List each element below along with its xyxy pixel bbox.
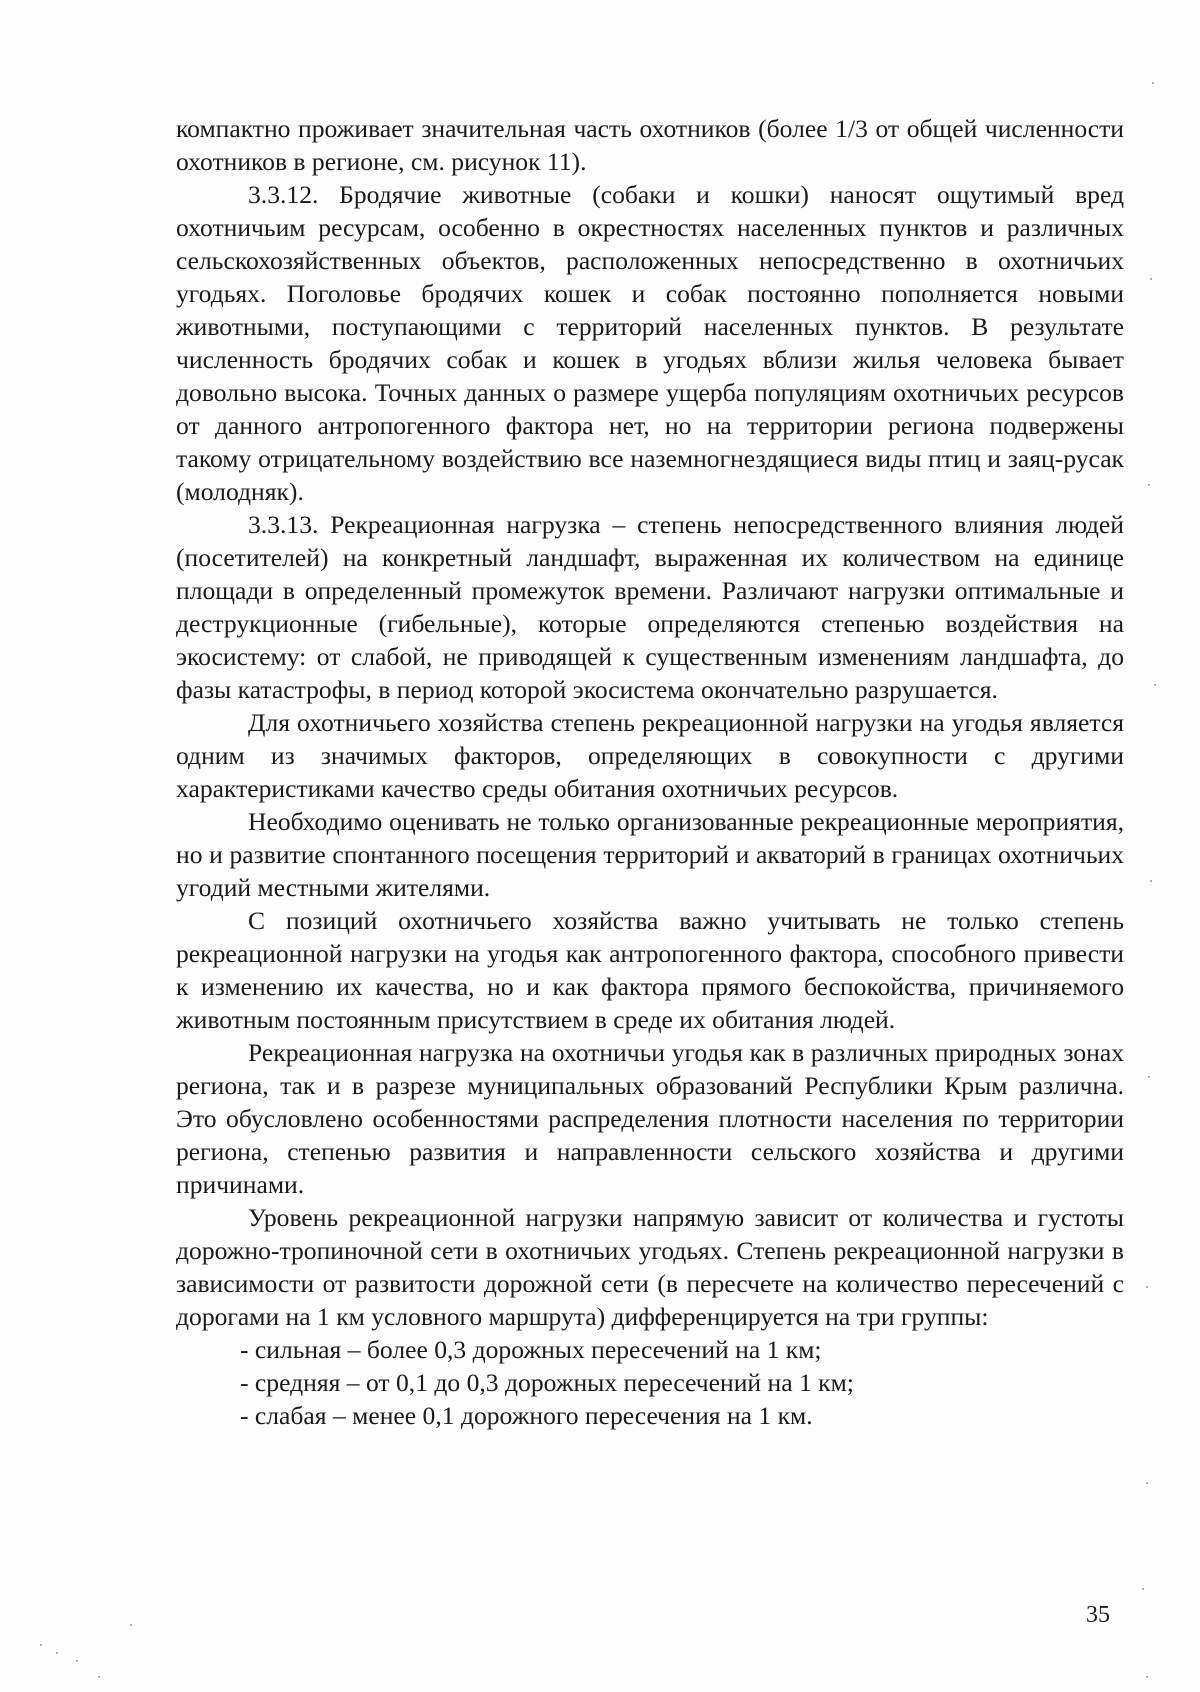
scan-speck	[1146, 1286, 1148, 1288]
scan-speck	[1148, 484, 1150, 486]
scan-speck	[1150, 278, 1152, 280]
paragraph-recreational-load-definition: 3.3.13. Рекреационная нагрузка – степень непосредственного влияния людей (посетителей) на конкретный ландшафт, выраженная их количеством на единице площади в определенный промежуток времени. Различают нагрузки оптимальные и деструкционные (гибельные), которые определяются степенью воздействия на экосистему: от слабой, не приводящей к существенным изменениям ландшафта, до фазы катастрофы, в период которой экосистема окончательно разрушается.	[176, 510, 1124, 704]
paragraph-hunting-economy: Для охотничьего хозяйства степень рекреационной нагрузки на угодья является одним из значимых факторов, определяющих в совокупности с другими характеристиками качество среды обитания охотничьих ресурсов.	[176, 708, 1124, 803]
scan-speck	[1148, 1076, 1150, 1078]
page-body	[176, 112, 1124, 1432]
list-item: - средняя – от 0,1 до 0,3 дорожных пересечений на 1 км;	[240, 1368, 854, 1397]
scan-speck	[40, 1644, 42, 1646]
load-groups-list	[176, 1333, 1124, 1432]
scan-speck	[1146, 1482, 1148, 1484]
paragraph-disturbance-factor: С позиций охотничьего хозяйства важно учитывать не только степень рекреационной нагрузки на угодья как антропогенного фактора, способного привести к изменению их качества, но и как фактора прямого беспокойства, причиняемого животным постоянным присутствием в среде их обитания людей.	[176, 906, 1124, 1034]
paragraph-road-network: Уровень рекреационной нагрузки напрямую зависит от количества и густоты дорожно-тропиночной сети в охотничьих угодьях. Степень рекреационной нагрузки в зависимости от развитости дорожной сети (в пересчете на количество пересечений с дорогами на 1 км условного маршрута) дифференцируется на три группы:	[176, 1203, 1124, 1331]
paragraph-regional-differences: Рекреационная нагрузка на охотничьи угодья как в различных природных зонах региона, так и в разрезе муниципальных образований Республики Крым различна. Это обусловлено особенностями распределения плотности населения по территории региона, степенью развития и направленности сельского хозяйства и другими причинами.	[176, 1038, 1124, 1199]
scan-speck	[76, 1660, 78, 1662]
scan-speck	[1142, 1588, 1144, 1590]
scan-speck	[130, 1624, 132, 1626]
scan-speck	[56, 1652, 58, 1654]
paragraph-assessment: Необходимо оценивать не только организованные рекреационные мероприятия, но и развитие спонтанного посещения территорий и акваторий в границах охотничьих угодий местными жителями.	[176, 807, 1124, 902]
page-number: 35	[1086, 1602, 1110, 1628]
list-item: - слабая – менее 0,1 дорожного пересечения на 1 км.	[240, 1401, 813, 1430]
scan-speck	[1152, 82, 1154, 84]
scan-speck	[1146, 1676, 1148, 1678]
scan-speck	[1150, 880, 1152, 882]
scan-speck	[1154, 684, 1156, 686]
paragraph-stray-animals: 3.3.12. Бродячие животные (собаки и кошки) наносят ощутимый вред охотничьим ресурсам, особенно в окрестностях населенных пунктов и различных сельскохозяйственных объектов, расположенных непосредственно в охотничьих угодьях. Поголовье бродячих кошек и собак постоянно пополняется новыми животными, поступающими с территорий населенных пунктов. В результате численность бродячих собак и кошек в угодьях вблизи жилья человека бывает довольно высока. Точных данных о размере ущерба популяциям охотничьих ресурсов от данного антропогенного фактора нет, но на территории региона подвержены такому отрицательному воздействию все наземногнездящиеся виды птиц и заяц-русак (молодняк).	[176, 180, 1124, 506]
list-item: - сильная – более 0,3 дорожных пересечений на 1 км;	[240, 1335, 822, 1364]
paragraph-continuation: компактно проживает значительная часть охотников (более 1/3 от общей численности охотников в регионе, см. рисунок 11).	[176, 114, 1124, 176]
scan-speck	[98, 1676, 100, 1678]
